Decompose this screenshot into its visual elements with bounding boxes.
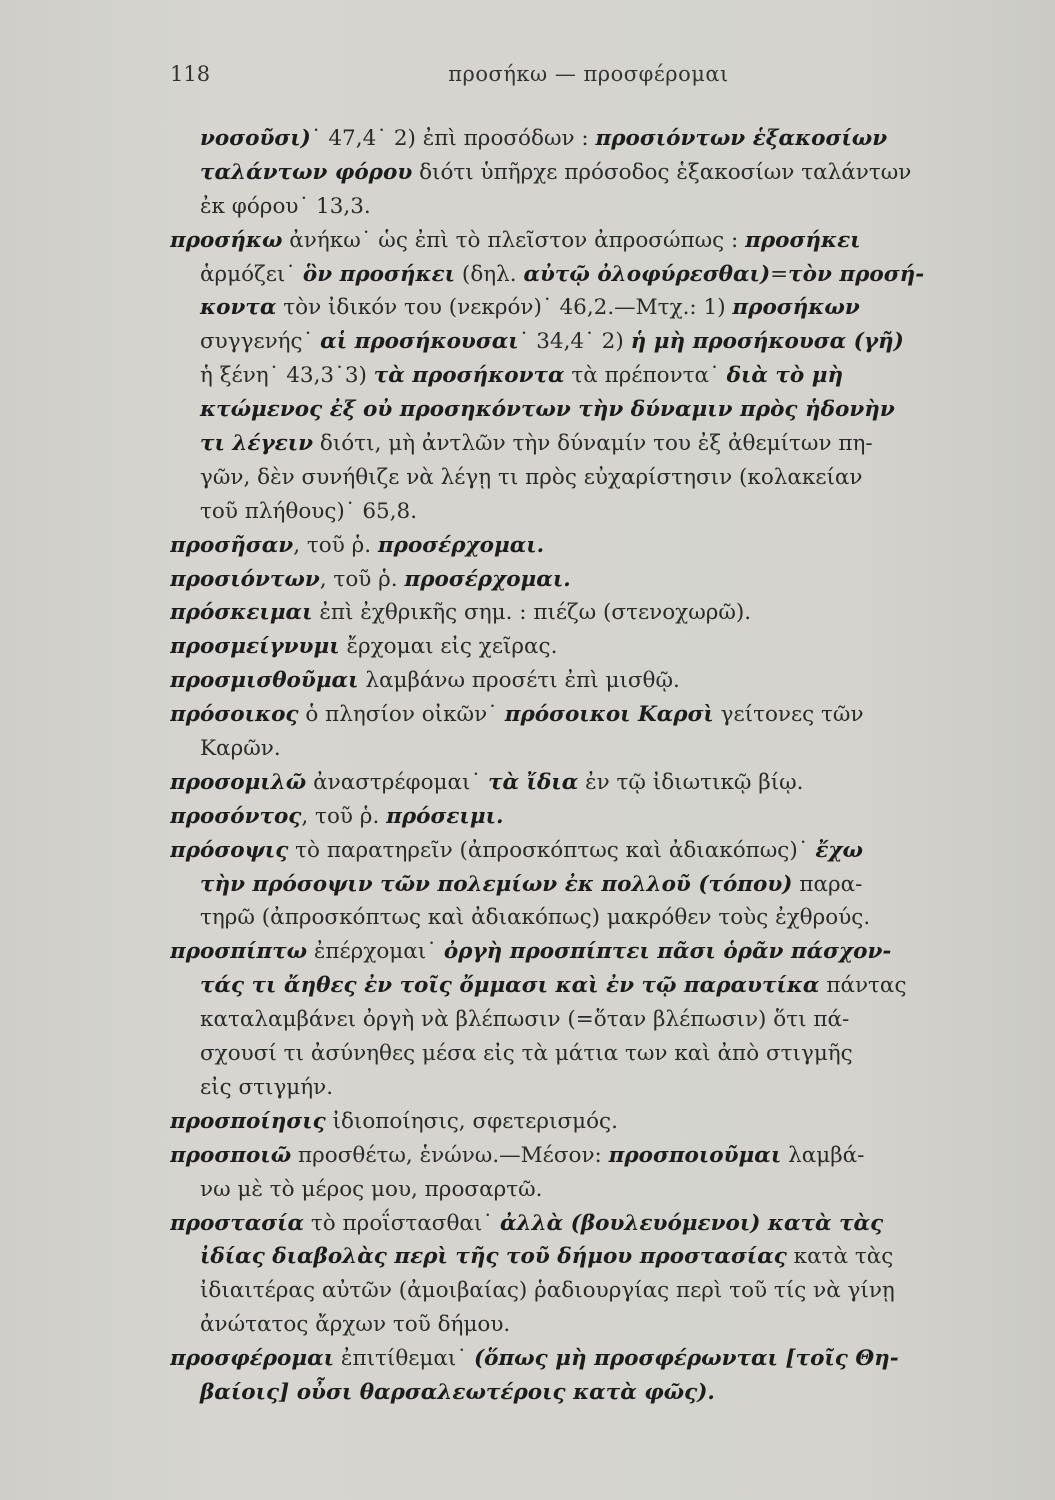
- bold-italic-term: ἀλλὰ (βουλευόμενοι) κατὰ τὰς: [499, 1210, 884, 1236]
- entry-continuation-line: [170, 359, 1010, 393]
- bold-italic-term: ὀργὴ προσπίπτει πᾶσι ὁρᾶν πάσχον-: [443, 939, 892, 965]
- definition-text: εἰς στιγμήν.: [200, 1074, 334, 1100]
- definition-text: τοῦ πλήθους)˙ 65,8.: [200, 498, 418, 524]
- entry-headword-line: [170, 1105, 1010, 1139]
- bold-italic-term: πρόσειμι.: [386, 803, 504, 829]
- definition-text: ὁ πλησίον οἰκῶν˙: [298, 702, 505, 728]
- definition-text: ἁρμόζει˙: [200, 261, 303, 287]
- entry-headword-line: [170, 563, 1010, 597]
- page-number: 118: [170, 62, 211, 86]
- entry-continuation-line: [170, 1003, 1010, 1037]
- bold-italic-term: προσποίησις: [170, 1108, 326, 1134]
- bold-italic-term: ταλάντων φόρου: [200, 159, 413, 185]
- definition-text: κατὰ τὰς: [786, 1244, 894, 1270]
- definition-text: λαμβάνω προσέτι ἐπὶ μισθῷ.: [358, 668, 680, 694]
- entry-headword-line: [170, 596, 1010, 630]
- definition-text: τὸν ἰδικόν του (νεκρόν)˙ 46,2.—Μτχ.: 1): [276, 295, 733, 321]
- definition-text: ἐπὶ ἐχθρικῆς σημ. : πιέζω (στενοχωρῶ).: [312, 600, 752, 626]
- entry-continuation-line: [170, 1376, 1010, 1410]
- entry-continuation-line: [170, 969, 1010, 1003]
- bold-italic-term: τι λέγειν: [200, 431, 314, 457]
- bold-italic-term: προσμισθοῦμαι: [170, 668, 359, 694]
- entry-continuation-line: [170, 1308, 1010, 1342]
- entry-continuation-line: [170, 495, 1010, 529]
- bold-italic-term: προσέρχομαι.: [377, 532, 545, 558]
- bold-italic-term: πρόσοικος: [170, 702, 299, 728]
- entries-body: [170, 122, 1010, 1410]
- entry-continuation-line: [170, 291, 1010, 325]
- definition-text: =: [770, 261, 789, 287]
- bold-italic-term: προσῆσαν: [170, 532, 294, 558]
- bold-italic-term: ἡ μὴ προσήκουσα (γῆ): [630, 329, 904, 355]
- bold-italic-term: αὐτῷ ὀλοφύρεσθαι): [523, 261, 771, 287]
- entry-continuation-line: [170, 461, 1010, 495]
- definition-text: γῶν, δὲν συνήθιζε νὰ λέγῃ τι πρὸς εὐχαρίστησιν (κολακείαν: [200, 464, 863, 490]
- definition-text: γείτονες τῶν: [713, 702, 864, 728]
- definition-text: ἐπέρχομαι˙: [307, 939, 444, 965]
- bold-italic-term: διὰ τὸ μὴ: [726, 363, 844, 389]
- definition-text: ˙ 34,4˙ 2): [518, 329, 631, 355]
- entry-continuation-line: [170, 901, 1010, 935]
- definition-text: ἰδιοποίησις, σφετερισμός.: [325, 1108, 618, 1134]
- bold-italic-term: προσήκω: [170, 227, 283, 253]
- bold-italic-term: πρόσοψις: [170, 837, 289, 863]
- entry-headword-line: [170, 1139, 1010, 1173]
- definition-text: ἐκ φόρου˙ 13,3.: [200, 193, 371, 219]
- bold-italic-term: προστασία: [170, 1210, 305, 1236]
- entry-headword-line: [170, 630, 1010, 664]
- definition-text: παρα-: [792, 871, 863, 897]
- bold-italic-term: ὃν προσήκει: [302, 261, 456, 287]
- bold-italic-term: αἱ προσήκουσαι: [320, 329, 519, 355]
- definition-text: νω μὲ τὸ μέρος μου, προσαρτῶ.: [200, 1176, 543, 1202]
- definition-text: Καρῶν.: [200, 736, 281, 762]
- definition-text: συγγενής˙: [200, 329, 321, 355]
- entry-continuation-line: [170, 1037, 1010, 1071]
- entry-continuation-line: [170, 258, 1010, 292]
- bold-italic-term: προσποιῶ: [170, 1142, 292, 1168]
- bold-italic-term: προσποιοῦμαι: [608, 1142, 782, 1168]
- bold-italic-term: πρόσκειμαι: [170, 600, 313, 626]
- definition-text: τὸ παρατηρεῖν (ἀπροσκόπτως καὶ ἀδιακόπως)˙: [288, 837, 816, 863]
- bold-italic-term: νοσοῦσι): [200, 126, 311, 151]
- definition-text: πάντας: [819, 973, 907, 999]
- definition-text: (δηλ.: [455, 261, 524, 287]
- bold-italic-term: προσήκει: [745, 227, 861, 253]
- entry-continuation-line: [170, 1173, 1010, 1207]
- bold-italic-term: προσπίπτω: [170, 939, 308, 965]
- entry-continuation-line: [170, 1274, 1010, 1308]
- entry-continuation-line: [170, 393, 1010, 427]
- bold-italic-term: κτώμενος ἐξ οὐ προσηκόντων τὴν δύναμιν πρὸς ἡδονὴν: [200, 397, 895, 423]
- bold-italic-term: προσφέρομαι: [170, 1346, 335, 1372]
- bold-italic-term: προσμείγνυμι: [170, 634, 340, 660]
- definition-text: διότι ὑπῆρχε πρόσοδος ἑξακοσίων ταλάντων: [412, 159, 912, 185]
- definition-text: λαμβά-: [781, 1142, 865, 1168]
- definition-text: ἡ ξένη˙ 43,3˙3): [200, 363, 374, 389]
- entry-continuation-line: [170, 325, 1010, 359]
- entry-headword-line: [170, 800, 1010, 834]
- bold-italic-term: τὸν προσή-: [788, 261, 925, 287]
- running-head: προσήκω — προσφέρομαι: [448, 62, 729, 86]
- definition-text: , τοῦ ῥ.: [301, 803, 387, 829]
- entry-headword-line: [170, 766, 1010, 800]
- bold-italic-term: (ὅπως μὴ προσφέρωνται [τοῖς Θη-: [473, 1346, 899, 1372]
- entry-headword-line: [170, 664, 1010, 698]
- bold-italic-term: προσόντος: [170, 803, 302, 829]
- bold-italic-term: τάς τι ἄηθες ἐν τοῖς ὄμμασι καὶ ἐν τῷ παραυτίκα: [200, 973, 820, 999]
- page-header: [170, 62, 1007, 92]
- bold-italic-term: προσέρχομαι.: [404, 566, 571, 592]
- definition-text: ˙ 47,4˙ 2) ἐπὶ προσόδων :: [310, 126, 596, 151]
- entry-continuation-line: [170, 190, 1010, 224]
- definition-text: προσθέτω, ἑνώνω.—Μέσον:: [291, 1142, 609, 1168]
- bold-italic-term: προσήκων: [732, 295, 860, 321]
- bold-italic-term: βαίοις] οὖσι θαρσαλεωτέροις κατὰ φῶς).: [200, 1379, 715, 1405]
- entry-headword-line: [170, 1207, 1010, 1241]
- definition-text: , τοῦ ῥ.: [319, 566, 405, 592]
- entry-continuation-line: [170, 868, 1010, 902]
- entry-continuation-line: [170, 122, 1010, 156]
- entry-continuation-line: [170, 1071, 1010, 1105]
- definition-text: ἀνώτατος ἄρχων τοῦ δήμου.: [200, 1312, 511, 1338]
- definition-text: ἰδιαιτέρας αὐτῶν (ἀμοιβαίας) ῥαδιουργίας περὶ τοῦ τίς νὰ γίνῃ: [200, 1278, 895, 1304]
- bold-italic-term: τὴν πρόσοψιν τῶν πολεμίων ἐκ πολλοῦ (τόπου): [200, 871, 793, 897]
- definition-text: ἐν τῷ ἰδιωτικῷ βίῳ.: [578, 769, 804, 795]
- definition-text: τὰ πρέποντα˙: [564, 363, 727, 389]
- entry-continuation-line: [170, 732, 1010, 766]
- entry-headword-line: [170, 1342, 1010, 1376]
- entry-continuation-line: [170, 156, 1010, 190]
- definition-text: τὸ προΐστασθαι˙: [304, 1210, 500, 1236]
- definition-text: καταλαμβάνει ὀργὴ νὰ βλέπωσιν (=ὅταν βλέπωσιν) ὅτι πά-: [200, 1007, 850, 1033]
- definition-text: ἔρχομαι εἰς χεῖρας.: [339, 634, 558, 660]
- bold-italic-term: κοντα: [200, 295, 277, 321]
- entry-continuation-line: [170, 427, 1010, 461]
- bold-italic-term: τὰ προσήκοντα: [373, 363, 565, 389]
- bold-italic-term: προσιόντων ἑξακοσίων: [595, 126, 888, 151]
- bold-italic-term: τὰ ἴδια: [488, 769, 579, 795]
- bold-italic-term: ἰδίας διαβολὰς περὶ τῆς τοῦ δήμου προστασίας: [200, 1244, 787, 1270]
- bold-italic-term: πρόσοικοι Καρσὶ: [504, 702, 714, 728]
- entry-headword-line: [170, 224, 1010, 258]
- definition-text: τηρῶ (ἀπροσκόπτως καὶ ἀδιακόπως) μακρόθεν τοὺς ἐχθρούς.: [200, 905, 871, 931]
- entry-headword-line: [170, 529, 1010, 563]
- definition-text: , τοῦ ῥ.: [293, 532, 378, 558]
- entry-headword-line: [170, 698, 1010, 732]
- definition-text: σχουσί τι ἀσύνηθες μέσα εἰς τὰ μάτια των καὶ ἀπὸ στιγμῆς: [200, 1041, 853, 1067]
- entry-headword-line: [170, 834, 1010, 868]
- bold-italic-term: προσομιλῶ: [170, 769, 307, 795]
- definition-text: διότι, μὴ ἀντλῶν τὴν δύναμίν του ἐξ ἀθεμίτων πη-: [313, 431, 873, 457]
- bold-italic-term: προσιόντων: [170, 566, 320, 592]
- entry-headword-line: [170, 935, 1010, 969]
- definition-text: ἀναστρέφομαι˙: [306, 769, 489, 795]
- entry-continuation-line: [170, 1240, 1010, 1274]
- definition-text: ἐπιτίθεμαι˙: [334, 1346, 474, 1372]
- bold-italic-term: ἔχω: [815, 837, 864, 863]
- definition-text: ἀνήκω˙ ὡς ἐπὶ τὸ πλεῖστον ἀπροσώπως :: [282, 227, 746, 253]
